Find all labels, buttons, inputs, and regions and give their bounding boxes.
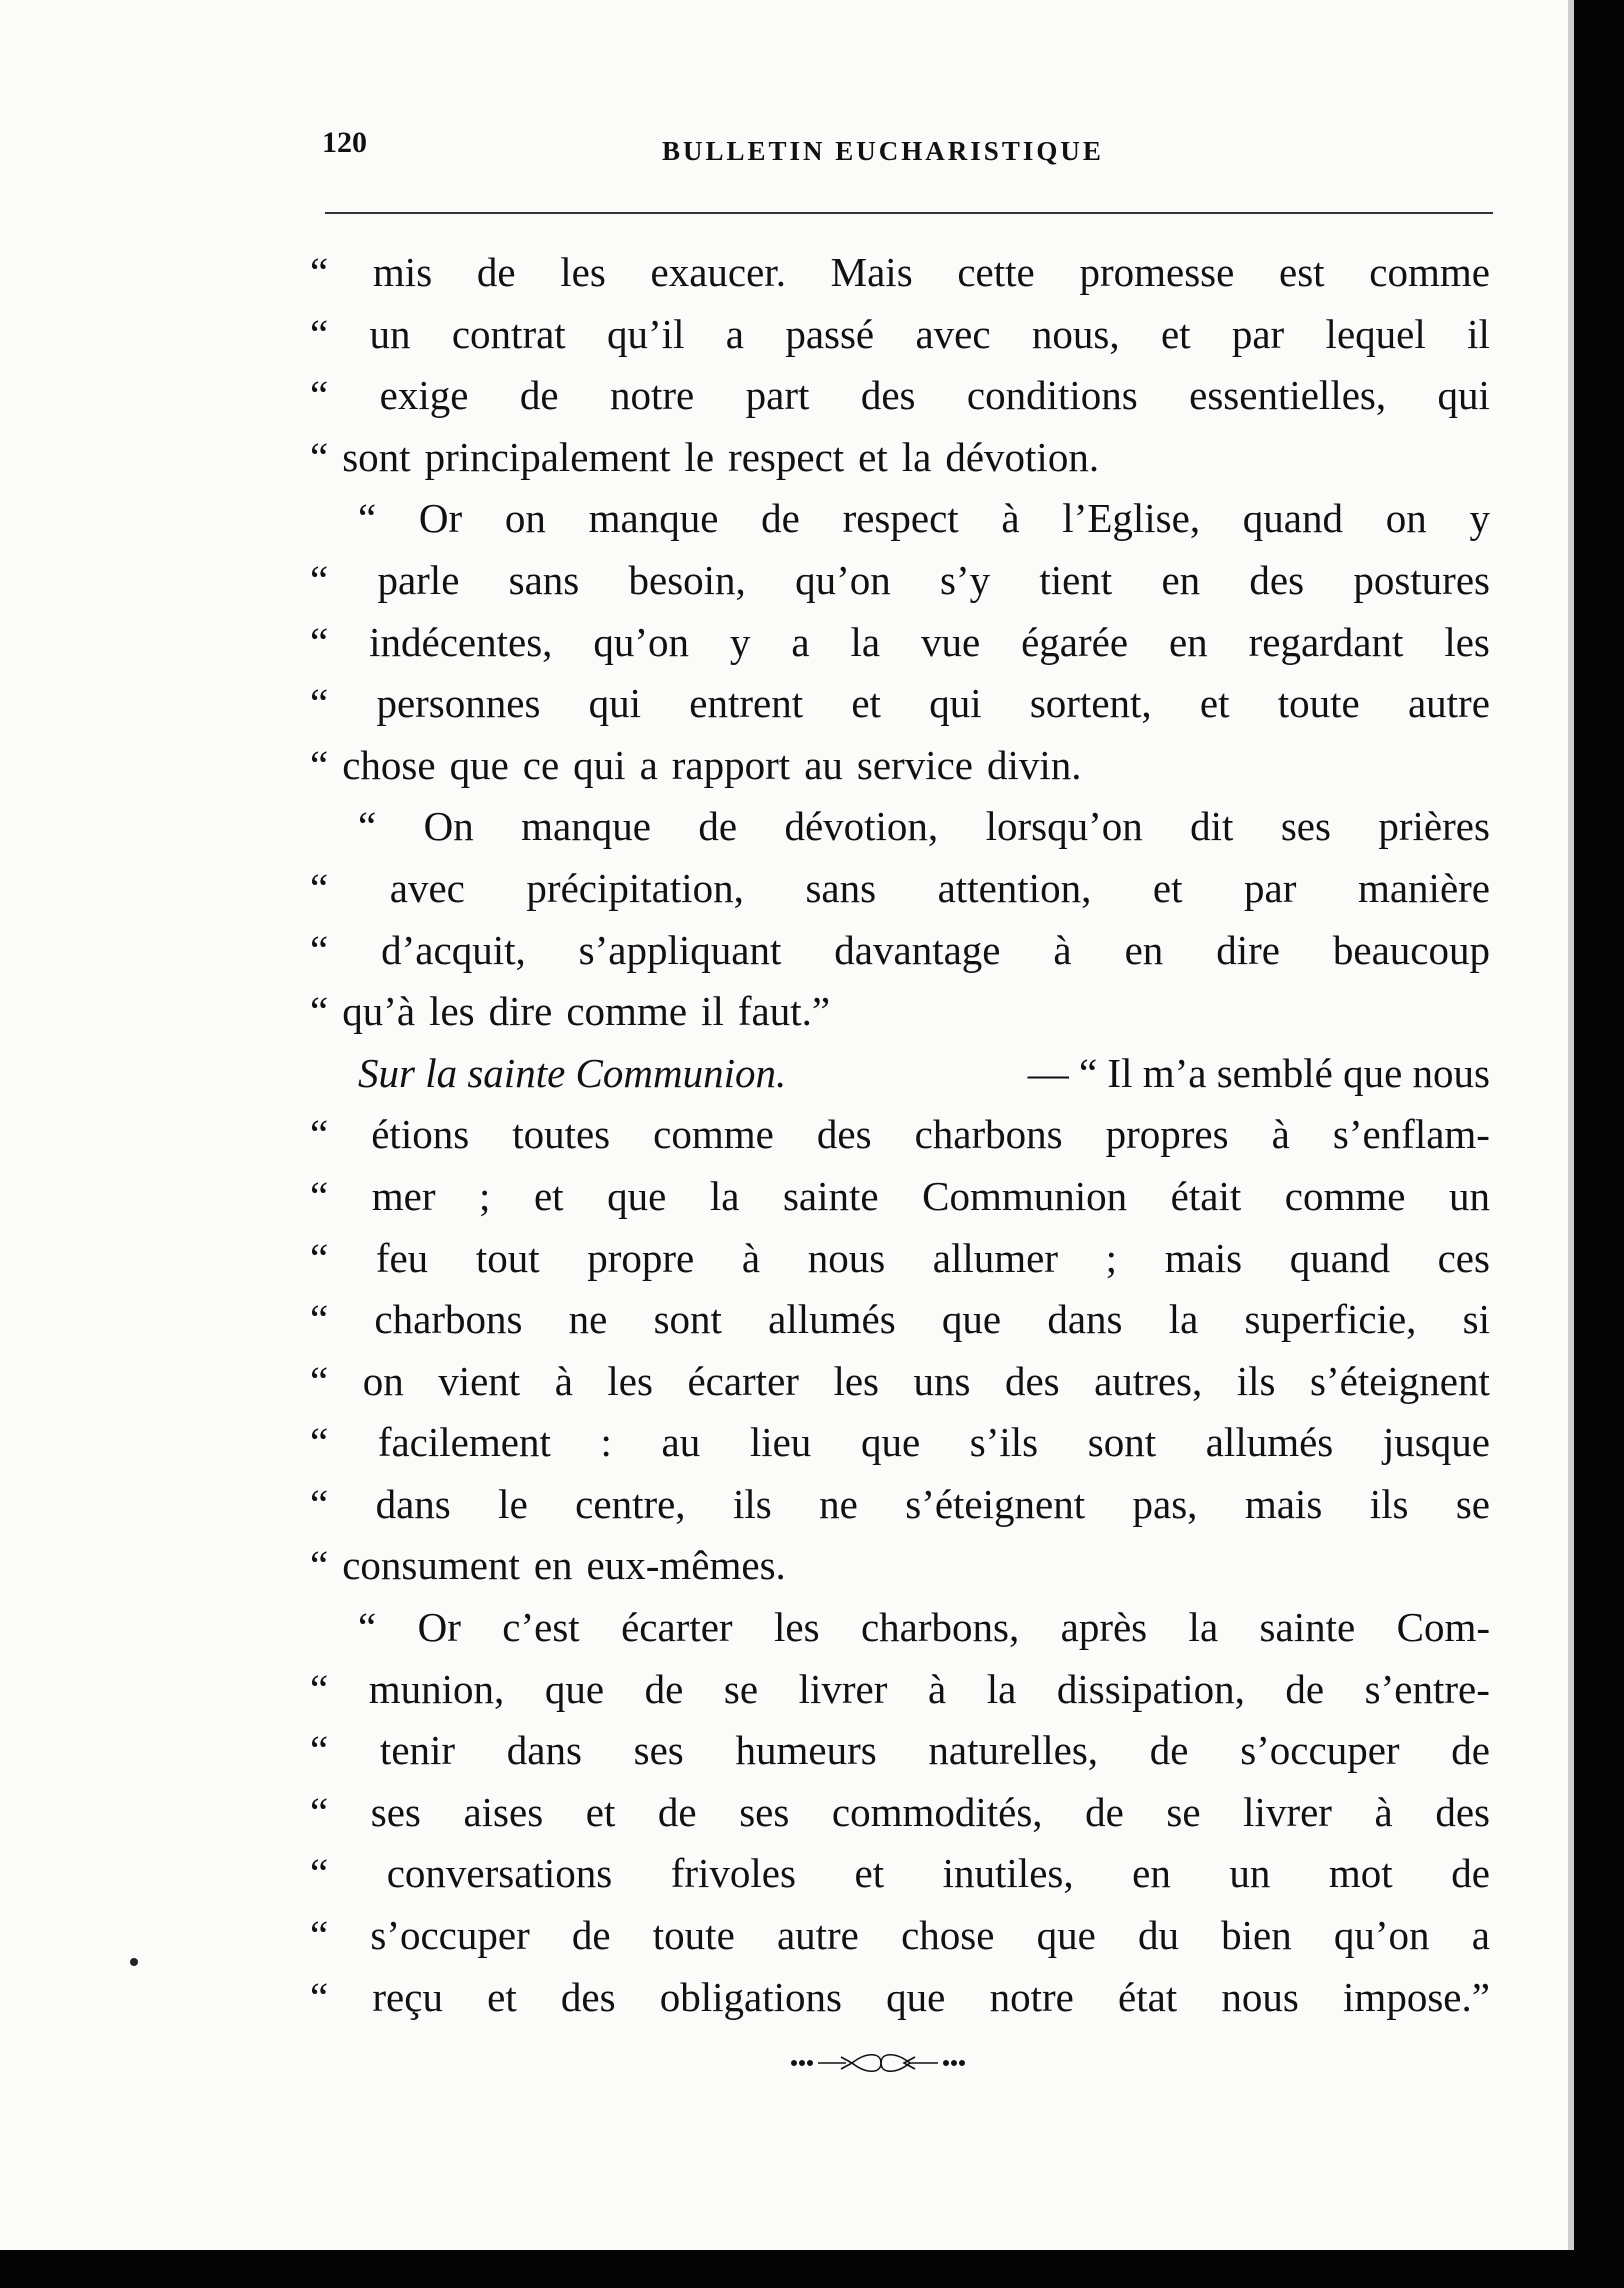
text-line: “ conversations frivoles et inutiles, en un mot de bbox=[310, 1850, 1490, 1897]
text-line: “ un contrat qu’il a passé avec nous, et par lequel il bbox=[310, 310, 1490, 357]
scan-border-right bbox=[1574, 0, 1624, 2288]
text-line: “ mer ; et que la sainte Communion était comme un bbox=[310, 1172, 1490, 1219]
running-title: BULLETIN EUCHARISTIQUE bbox=[662, 136, 1104, 166]
header-rule bbox=[325, 212, 1493, 214]
page-header bbox=[322, 118, 1492, 182]
text-line: “ qu’à les dire comme il faut.” bbox=[310, 988, 831, 1035]
text-line: “ ses aises et de ses commodités, de se livrer à des bbox=[310, 1788, 1490, 1835]
text-line: “ Or c’est écarter les charbons, après la sainte Com- bbox=[358, 1604, 1490, 1651]
text-line: “ s’occuper de toute autre chose que du bien qu’on a bbox=[310, 1912, 1490, 1959]
text-line: “ personnes qui entrent et qui sortent, et toute autre bbox=[310, 680, 1490, 727]
text-line: “ feu tout propre à nous allumer ; mais quand ces bbox=[310, 1234, 1490, 1281]
text-line: “ reçu et des obligations que notre état nous impose.” bbox=[310, 1973, 1490, 2020]
text-line: “ Or on manque de respect à l’Eglise, quand on y bbox=[358, 495, 1490, 542]
text-line: “ mis de les exaucer. Mais cette promesse est comme bbox=[310, 249, 1490, 295]
text-line: “ chose que ce qui a rapport au service divin. bbox=[310, 741, 1082, 788]
text-line: “ charbons ne sont allumés que dans la superficie, si bbox=[310, 1296, 1490, 1343]
margin-speck bbox=[130, 1958, 138, 1966]
text-line: “ d’acquit, s’appliquant davantage à en dire beaucoup bbox=[310, 926, 1490, 973]
text-line: “ facilement : au lieu que s’ils sont allumés jusque bbox=[310, 1419, 1490, 1466]
text-line: “ On manque de dévotion, lorsqu’on dit ses prières bbox=[358, 803, 1490, 850]
text-line: “ consument en eux-mêmes. bbox=[310, 1542, 786, 1589]
text-line: “ sont principalement le respect et la dévotion. bbox=[310, 433, 1100, 480]
ornament-divider-icon bbox=[786, 2048, 976, 2078]
text-line: “ parle sans besoin, qu’on s’y tient en des postures bbox=[310, 556, 1490, 603]
text-line: “ munion, que de se livrer à la dissipation, de s’entre- bbox=[310, 1665, 1490, 1712]
text-line: “ tenir dans ses humeurs naturelles, de s’occuper de bbox=[310, 1727, 1490, 1774]
line-text: — “ Il m’a semblé que nous bbox=[1027, 1049, 1490, 1096]
text-line: “ indécentes, qu’on y a la vue égarée en regardant les bbox=[310, 618, 1490, 665]
text-line: “ dans le centre, ils ne s’éteignent pas, mais ils se bbox=[310, 1480, 1490, 1527]
italic-heading: Sur la sainte Communion. bbox=[358, 1049, 787, 1096]
text-line bbox=[310, 1043, 1490, 1105]
text-line: “ on vient à les écarter les uns des autres, ils s’éteignent bbox=[310, 1357, 1490, 1404]
text-line: “ avec précipitation, sans attention, et par manière bbox=[310, 864, 1490, 911]
text-line: “ exige de notre part des conditions essentielles, qui bbox=[310, 372, 1490, 419]
scan-border-bottom bbox=[0, 2250, 1624, 2288]
text-line: “ étions toutes comme des charbons propres à s’enflam- bbox=[310, 1111, 1490, 1158]
body-text bbox=[310, 242, 1490, 2028]
page-number: 120 bbox=[322, 126, 367, 159]
